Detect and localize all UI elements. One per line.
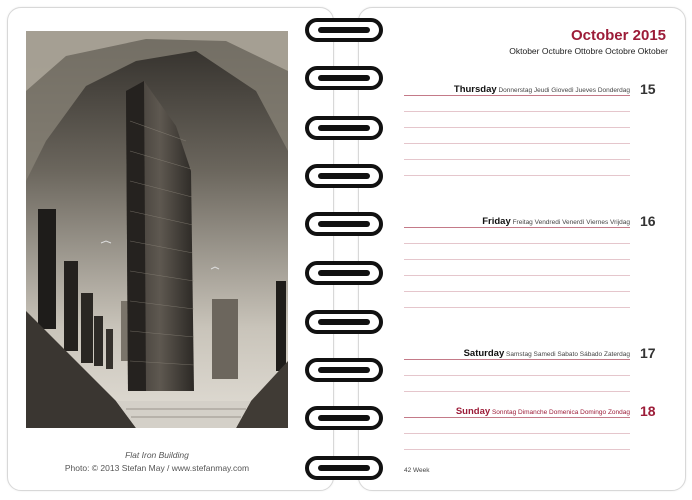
- day-number: 16: [640, 213, 656, 229]
- writing-line: [404, 175, 630, 176]
- day-translations: Samstag Samedi Sabato Sábado Zaterdag: [506, 351, 630, 358]
- photo-credit: Photo: © 2013 Stefan May / www.stefanmay.com: [64, 463, 250, 473]
- day-name: Thursday: [453, 84, 497, 95]
- photo-title: Flat Iron Building: [125, 450, 189, 460]
- writing-line: [404, 359, 630, 360]
- binding-ring: [304, 212, 384, 236]
- writing-line: [404, 275, 630, 276]
- day-name: Sunday: [455, 406, 491, 417]
- writing-line: [404, 259, 630, 260]
- week-label: 42 Week: [404, 467, 430, 474]
- writing-line: [404, 95, 630, 96]
- binding-ring: [304, 456, 384, 480]
- writing-line: [404, 243, 630, 244]
- writing-line: [404, 127, 630, 128]
- binding-ring: [304, 116, 384, 140]
- binding-ring: [304, 261, 384, 285]
- binding-ring: [304, 358, 384, 382]
- writing-line: [404, 449, 630, 450]
- day-header: [456, 406, 630, 417]
- day-translations: Sonntag Dimanche Domenica Domingo Zondag: [491, 409, 630, 416]
- day-header: [482, 216, 630, 227]
- day-number: 15: [640, 81, 656, 97]
- binding-ring: [304, 66, 384, 90]
- day-name: Friday: [482, 216, 511, 227]
- flat-iron-building-photo: [26, 31, 288, 428]
- writing-line: [404, 391, 630, 392]
- writing-line: [404, 111, 630, 112]
- binding-ring: [304, 164, 384, 188]
- binding-ring: [304, 310, 384, 334]
- day-name: Saturday: [463, 348, 505, 359]
- day-translations: Donnerstag Jeudi Giovedì Jueves Donderdag: [498, 87, 630, 94]
- writing-line: [404, 227, 630, 228]
- writing-line: [404, 291, 630, 292]
- month-title: October 2015: [570, 27, 666, 44]
- day-translations: Freitag Vendredi Venerdì Viernes Vrijdag: [512, 219, 630, 226]
- day-header: [454, 84, 630, 95]
- right-page: [358, 7, 686, 491]
- writing-line: [404, 307, 630, 308]
- writing-line: [404, 375, 630, 376]
- writing-line: [404, 417, 630, 418]
- binding-ring: [304, 18, 384, 42]
- day-header: [464, 348, 630, 359]
- month-translations: Oktober Octubre Ottobre Octobre Oktober: [509, 46, 668, 56]
- writing-line: [404, 433, 630, 434]
- day-number: 17: [640, 345, 656, 361]
- writing-line: [404, 159, 630, 160]
- binding-ring: [304, 406, 384, 430]
- writing-line: [404, 143, 630, 144]
- day-number: 18: [640, 403, 656, 419]
